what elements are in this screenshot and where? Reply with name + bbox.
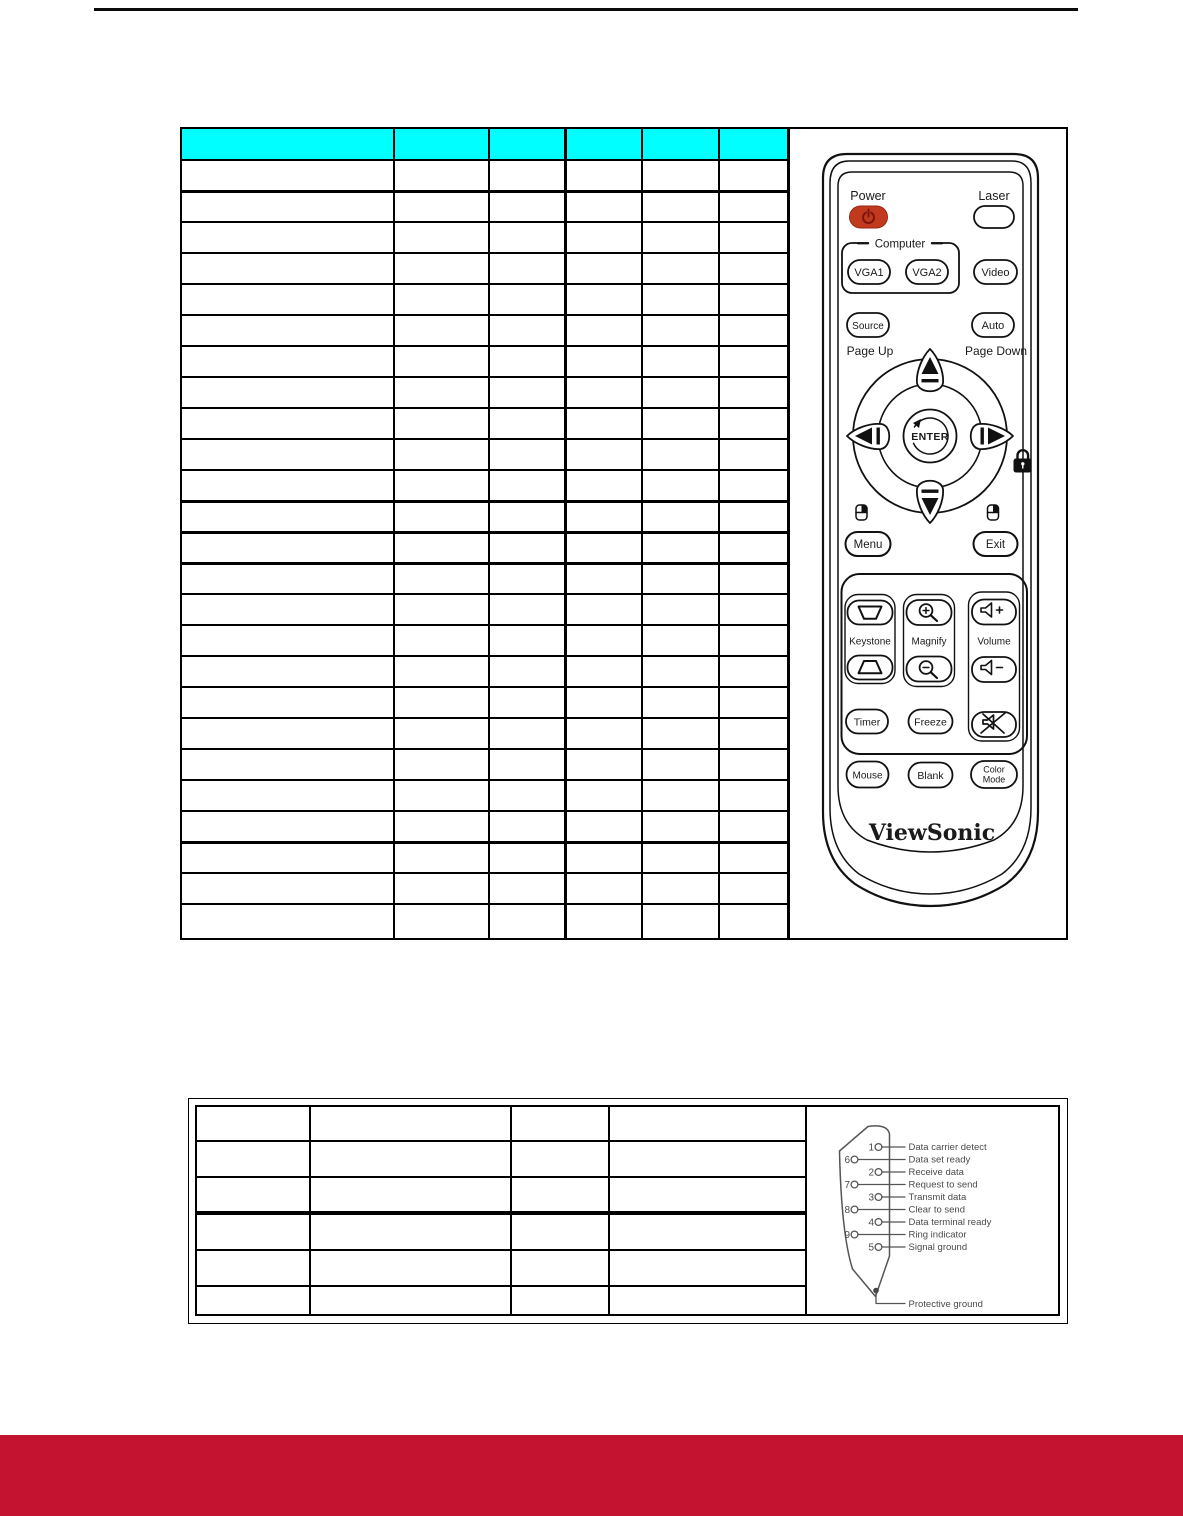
laser-label: Laser: [978, 189, 1010, 203]
mouse-left-icon: [856, 505, 867, 520]
exit-button-label: Exit: [985, 539, 1006, 551]
table-grid-line: [182, 655, 789, 657]
svg-text:1: 1: [868, 1142, 874, 1154]
laser-button: [974, 206, 1014, 228]
db9-pin-9: [844, 1230, 905, 1241]
mouse-right-icon: [988, 505, 999, 520]
table-grid-line: [393, 129, 395, 938]
db9-pin-4: [868, 1218, 905, 1229]
rs232-table-grid: [195, 1105, 1060, 1316]
table-grid-line: [182, 500, 789, 503]
vga2-button-label: VGA2: [912, 267, 942, 279]
remote-control-drawing: [789, 129, 1066, 938]
menu-button-label: Menu: [853, 539, 883, 551]
table-grid-line: [564, 129, 567, 938]
table-grid-line: [182, 221, 789, 223]
mouse-button-label: Mouse: [852, 770, 883, 782]
db9-protective-ground: [873, 1288, 983, 1310]
table-grid-line: [197, 1140, 807, 1142]
table-grid-line: [182, 872, 789, 874]
table-grid-line: [197, 1285, 807, 1287]
svg-text:Data set ready: Data set ready: [908, 1154, 971, 1166]
viewsonic-logo: ViewSonic: [868, 820, 996, 846]
table-grid-line: [182, 624, 789, 626]
table-grid-line: [182, 345, 789, 347]
timer-button-label: Timer: [853, 716, 881, 729]
svg-text:2: 2: [868, 1167, 874, 1179]
table-grid-line: [182, 903, 789, 905]
enter-button-label: ENTER: [911, 431, 949, 443]
table-grid-line: [641, 129, 643, 938]
power-label: Power: [850, 189, 886, 203]
db9-pins: [844, 1143, 905, 1254]
svg-text:Clear to send: Clear to send: [908, 1204, 966, 1216]
svg-text:Data carrier detect: Data carrier detect: [908, 1142, 987, 1153]
volume-label: Volume: [977, 636, 1011, 648]
table-grid-line: [182, 314, 789, 316]
db9-connector-diagram: [806, 1107, 1058, 1314]
auto-button-label: Auto: [981, 320, 1005, 332]
page-down-label: Page Down: [964, 344, 1028, 358]
table-grid-line: [182, 159, 789, 161]
svg-text:6: 6: [844, 1155, 850, 1166]
table-grid-line: [182, 469, 789, 471]
table-grid-line: [182, 686, 789, 688]
db9-pin-5: [868, 1243, 905, 1254]
svg-text:8: 8: [844, 1205, 850, 1216]
volume-up-button: [972, 600, 1016, 625]
up-arrow-button: [917, 349, 943, 391]
freeze-button-label: Freeze: [914, 716, 947, 729]
svg-text:Transmit data: Transmit data: [908, 1192, 967, 1203]
color-mode-label-line2: Mode: [982, 774, 1006, 785]
table-grid-line: [182, 841, 789, 844]
db9-pin-3: [868, 1193, 905, 1204]
video-button-label: Video: [981, 267, 1010, 279]
table-grid-line: [197, 1249, 807, 1251]
svg-text:3: 3: [868, 1192, 874, 1204]
table-grid-line: [182, 376, 789, 378]
table-grid-line: [197, 1176, 807, 1178]
svg-text:Signal ground: Signal ground: [908, 1242, 968, 1253]
table-grid-line: [182, 531, 789, 534]
magnify-plus-button: [907, 600, 952, 625]
table-grid-line: [182, 252, 789, 254]
db9-pin-labels: [909, 1142, 992, 1253]
svg-text:Receive data: Receive data: [908, 1167, 964, 1178]
keycode-table-header-row: [182, 129, 789, 160]
svg-text:4: 4: [868, 1217, 874, 1229]
volume-down-button: [972, 657, 1016, 682]
magnify-label: Magnify: [911, 636, 947, 648]
db9-pin-8: [844, 1205, 905, 1216]
table-grid-line: [182, 779, 789, 781]
svg-text:5: 5: [868, 1242, 874, 1254]
magnify-minus-button: [907, 657, 952, 682]
table-grid-line: [182, 407, 789, 409]
svg-text:Protective ground: Protective ground: [908, 1299, 983, 1310]
color-mode-label-line1: Color: [983, 764, 1005, 775]
table-grid-line: [182, 562, 789, 565]
svg-text:Data terminal ready: Data terminal ready: [908, 1217, 992, 1228]
db9-pin-6: [844, 1155, 905, 1166]
table-grid-line: [182, 593, 789, 595]
table-grid-line: [182, 283, 789, 285]
table-grid-line: [182, 717, 789, 719]
table-grid-line: [182, 810, 789, 812]
footer-color-band: [0, 1435, 1183, 1516]
table-grid-line: [488, 129, 490, 938]
keystone-label: Keystone: [849, 636, 891, 648]
page-top-rule: [94, 8, 1078, 11]
svg-text:Ring indicator: Ring indicator: [908, 1229, 967, 1241]
source-button-label: Source: [852, 321, 884, 332]
vga1-button-label: VGA1: [854, 267, 884, 279]
keystone-up-button: [848, 601, 893, 625]
table-grid-line: [182, 438, 789, 440]
computer-group-label: Computer: [874, 238, 926, 251]
svg-text:7: 7: [844, 1180, 850, 1191]
db9-pin-1: [868, 1143, 905, 1154]
remote-keycode-figure: [180, 127, 1068, 940]
rs232-figure: [188, 1098, 1068, 1324]
blank-button-label: Blank: [917, 770, 944, 782]
page-up-label: Page Up: [846, 344, 894, 358]
svg-text:Request to send: Request to send: [908, 1179, 978, 1191]
db9-pin-2: [868, 1168, 905, 1179]
table-grid-line: [197, 1211, 807, 1215]
db9-pin-7: [844, 1180, 905, 1191]
keystone-down-button: [848, 656, 893, 680]
table-grid-line: [718, 129, 720, 938]
table-grid-line: [182, 190, 789, 193]
table-grid-line: [182, 748, 789, 750]
down-arrow-button: [917, 481, 943, 523]
svg-text:9: 9: [844, 1230, 850, 1241]
